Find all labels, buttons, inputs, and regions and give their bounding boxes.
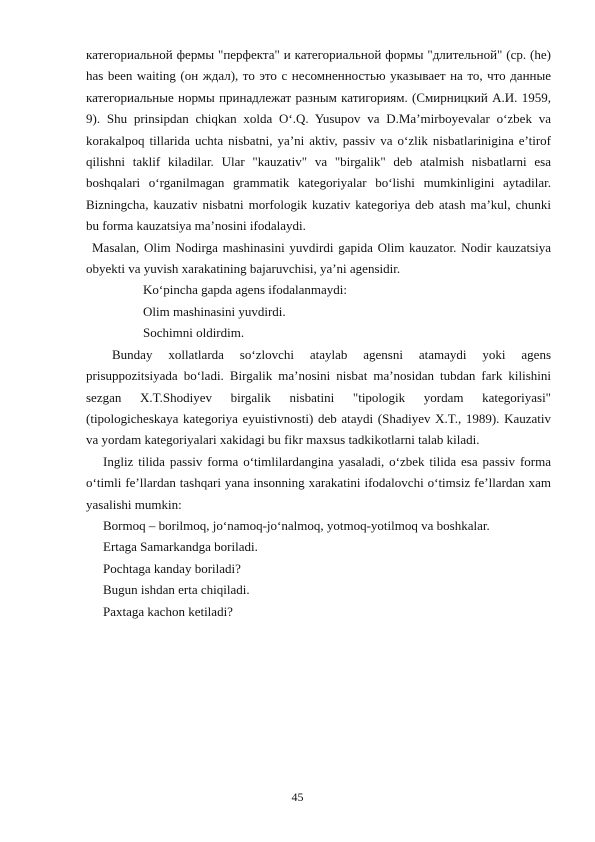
paragraph-masalan: Masalan, Olim Nodirga mashinasini yuvdirdi gapida Olim kauzator. Nodir kauzatsiya obyekti va yuvish xarakatining bajaruvchisi, ya’ni agensidir. — [86, 239, 551, 277]
page-body — [86, 44, 551, 622]
example-line: Bugun ishdan erta chiqiladi. — [103, 582, 250, 598]
example-line: Pochtaga kanday boriladi? — [103, 560, 241, 576]
paragraph-ingliz: Ingliz tilida passiv forma o‘timlilardangina yasaladi, o‘zbek tilida esa passiv forma o‘timli fe’llardan tashqari yana insonning xarakatini ifodalovchi o‘timsiz fe’llardan xam yasalishi mumkin: — [86, 453, 551, 512]
example-line: Ertaga Samarkandga boriladi. — [103, 539, 258, 555]
example-line: Bormoq – borilmoq, jo‘namoq-jo‘nalmoq, yotmoq-yotilmoq va boshkalar. — [103, 517, 490, 533]
paragraph-continuation: категориальной фермы "перфекта" и категориальной формы "длительной" (ср. (he) has been waiting (он ждал), то это с несомненностью указывает на то, что данные категориальные нормы принадлежат разным катигориям. (Смирницкий А.И. 1959, 9). Shu prinsipdan chiqkan xolda O‘.Q. Yusupov va D.Ma’mirboyevalar o‘zbek va korakalpoq tillarida uchta nisbatni, ya’ni aktiv, passiv va o‘zlik nisbatlarinigina e’tirof qilishni taklif kiladilar. Ular "kauzativ" va "birgalik" deb atalmish nisbatlarni esa boshqalari o‘rganilmagan grammatik kategoriyalar bo‘lishi mumkinligini aytadilar. Bizningcha, kauzativ nisbatni morfologik kuzativ kategoriya deb atash ma’kul, chunki bu forma kauzatsiya ma’nosini ifodalaydi. — [86, 47, 551, 234]
paragraph-bunday: Bunday xollatlarda so‘zlovchi ataylab agensni atamaydi yoki agens prisuppozitsiyada bo‘ladi. Birgalik ma’nosini nisbat ma’nosidan tubdan fark kilishini sezgan X.T.Shodiyev birgalik nisbatini "tipologik yordam kategoriyasi" (tipologicheskaya kategoriya eyuistivnosti) deb ataydi (Shadiyev X.T., 1989). Kauzativ va yordam kategoriyalari xakidagi bu fikr maxsus tadkikotlarni talab kiladi. — [86, 346, 551, 448]
example-line: Olim mashinasini yuvdirdi. — [143, 303, 286, 319]
example-line: Sochimni oldirdim. — [143, 325, 245, 341]
page-number: 45 — [291, 790, 304, 804]
example-line: Paxtaga kachon ketiladi? — [103, 603, 233, 619]
example-line: Ko‘pincha gapda agens ifodalanmaydi: — [143, 282, 347, 298]
